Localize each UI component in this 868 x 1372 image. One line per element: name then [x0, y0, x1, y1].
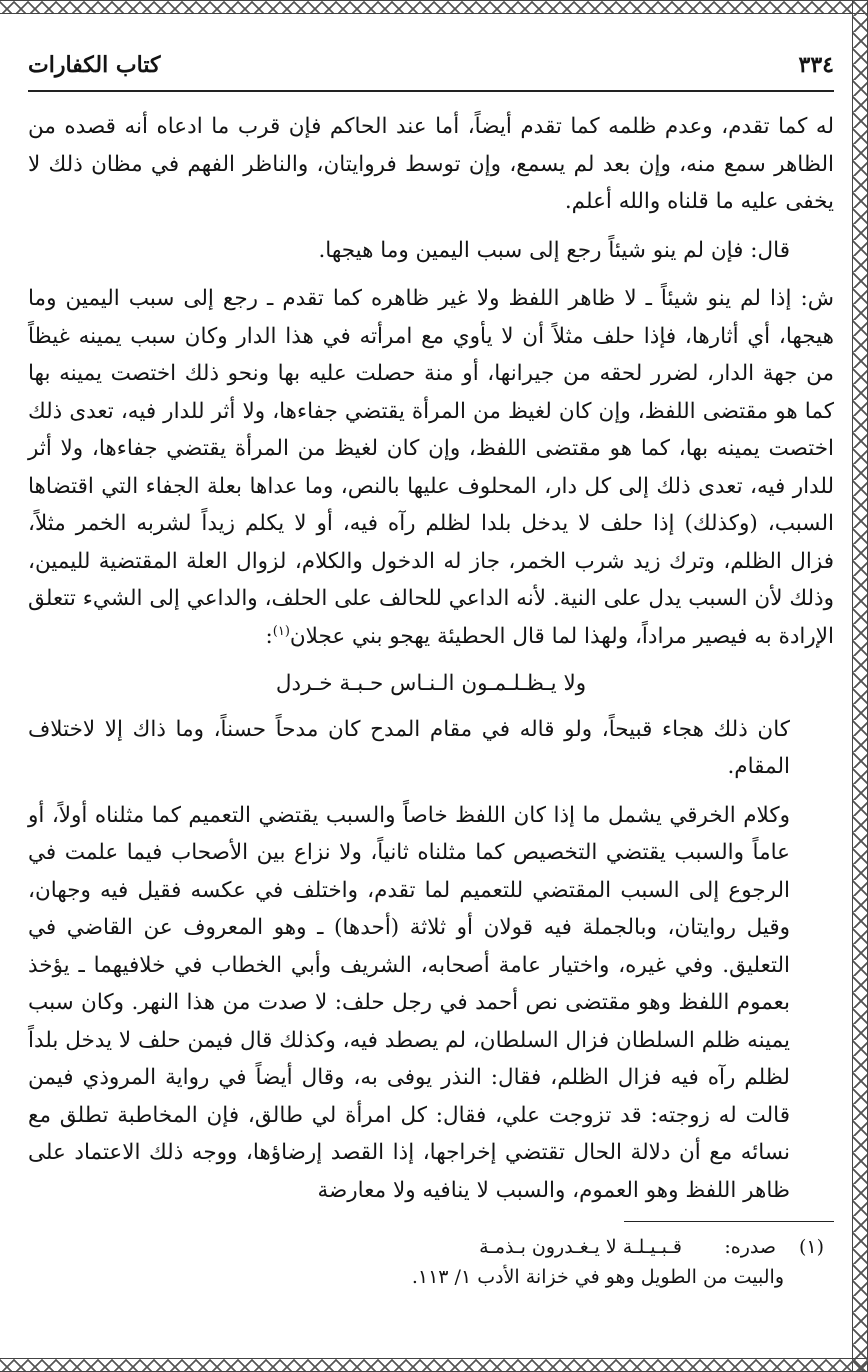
footnotes	[28, 1232, 834, 1292]
footnote-label: صدره:	[724, 1236, 776, 1258]
footnote-1	[28, 1232, 824, 1262]
page-header	[28, 40, 834, 92]
decorative-border-right	[852, 0, 868, 1372]
paragraph-commentary	[28, 280, 834, 655]
footnote-source: والبيت من الطويل وهو في خزانة الأدب ١/ ١١٣.	[411, 1266, 784, 1288]
matn-quote: قال: فإن لم ينو شيئاً رجع إلى سبب اليمين وما هيجها.	[318, 237, 790, 263]
page-number: ٣٣٤	[798, 52, 834, 78]
main-text	[28, 108, 834, 1209]
paragraph-commentary-text: ش: إذا لم ينو شيئاً ـ لا ظاهر اللفظ ولا غير ظاهره كما تقدم ـ رجع إلى سبب اليمين وما هيجها، أي أثارها، فإذا حلف مثلاً أن لا يأوي مع امرأته في هذا الدار وكان سبب يمينه غيظاً من جهة الدار، لضرر لحقه من جيرانها، أو منة حصلت عليه بها ونحو ذلك اختصت يمينه بها كما هو مقتضى اللفظ، وإن كان لغيظ من المرأة يقتضي جفاءها، ولا أثر للدار فيه، تعدى ذلك اختصت يمينه بها، كما هو مقتضى اللفظ، وإن كان لغيظ من المرأة يقتضي جفاءها، ولا أثر للدار فيه، تعدى ذلك إلى كل دار، المحلوف عليها بالنص، وما عداها بعلة الجفاء التي اقتضاها السبب، (وكذلك) إذا حلف لا يدخل بلدا لظلم رآه فيه، أو لا يكلم زيداً لشربه الخمر مثلاً، فزال الظلم، وترك زيد شرب الخمر، جاز له الدخول والكلام، لزوال العلة المقتضية لليمين، وذلك لأن السبب يدل على النية. لأنه الداعي للحالف على الحلف، والداعي إلى الشيء تتعلق الإرادة به فيصير مراداً، ولهذا لما قال الحطيئة يهجو بني عجلان	[28, 286, 834, 649]
book-page	[28, 40, 834, 1350]
paragraph-kharaqi: وكلام الخرقي يشمل ما إذا كان اللفظ خاصاً والسبب يقتضي التعميم كما مثلناه أولاً، أو عاماً والسبب يقتضي التخصيص كما مثلناه ثانياً، ولا نزاع بين الأصحاب فيما علمت في الرجوع إلى السبب المقتضي للتعميم لما تقدم، واختلف في عكسه فقيل فيه وجهان، وقيل روايتان، وبالجملة فيه قولان أو ثلاثة (أحدها) ـ وهو المعروف عن القاضي في التعليق. وفي غيره، واختيار عامة أصحابه، الشريف وأبي الخطاب في خلافيهما ـ يؤخذ بعموم اللفظ وهو مقتضى نص أحمد في رجل حلف: لا صدت من هذا النهر. وكان سبب يمينه ظلم السلطان فزال السلطان، لم يصطد فيه، وكذلك قال فيمن حلف لا يدخل بلداً لظلم رآه فيه فزال الظلم، فقال: النذر يوفى به، وقال أيضاً في رواية المروذي فيمن قالت له زوجته: قد تزوجت علي، فقال: كل امرأة لي طالق، فإن المخاطبة تطلق مع نسائه مع أن دلالة الحال تقتضي إخراجها، إذا القصد إرضاؤها، ووجه ذلك الاعتماد على ظاهر اللفظ وهو العموم، والسبب لا ينافيه ولا معارضة	[28, 802, 790, 1203]
footnote-number: (١)	[798, 1236, 824, 1258]
decorative-border-bottom	[0, 1358, 868, 1372]
paragraph-verse-comment: كان ذلك هجاء قبيحاً، ولو قاله في مقام المدح كان مدحاً حسناً، وما ذاك إلا لاختلاف المقام.	[28, 716, 790, 779]
paragraph-1: له كما تقدم، وعدم ظلمه كما تقدم أيضاً، أما عند الحاكم فإن قرب ما ادعاه أنه قصده من الظاهر سمع منه، وإن بعد لم يسمع، وإن توسط فروايتان، والناظر الفهم في مظان ذلك لا يخفى عليه ما قلناه والله أعلم.	[28, 114, 834, 214]
paragraph-commentary-colon: :	[265, 623, 273, 649]
footnote-verse: قـبـيـلـة لا يـغـدرون بـذمـة	[479, 1236, 682, 1258]
book-title: كتاب الكفارات	[28, 52, 161, 78]
poetry-verse: ولا يـظـلـمـون الـنـاس حـبـة خـردل	[275, 671, 587, 696]
footnote-marker: (١)	[272, 623, 290, 639]
decorative-border-top	[0, 0, 868, 14]
footnote-divider	[624, 1221, 834, 1222]
